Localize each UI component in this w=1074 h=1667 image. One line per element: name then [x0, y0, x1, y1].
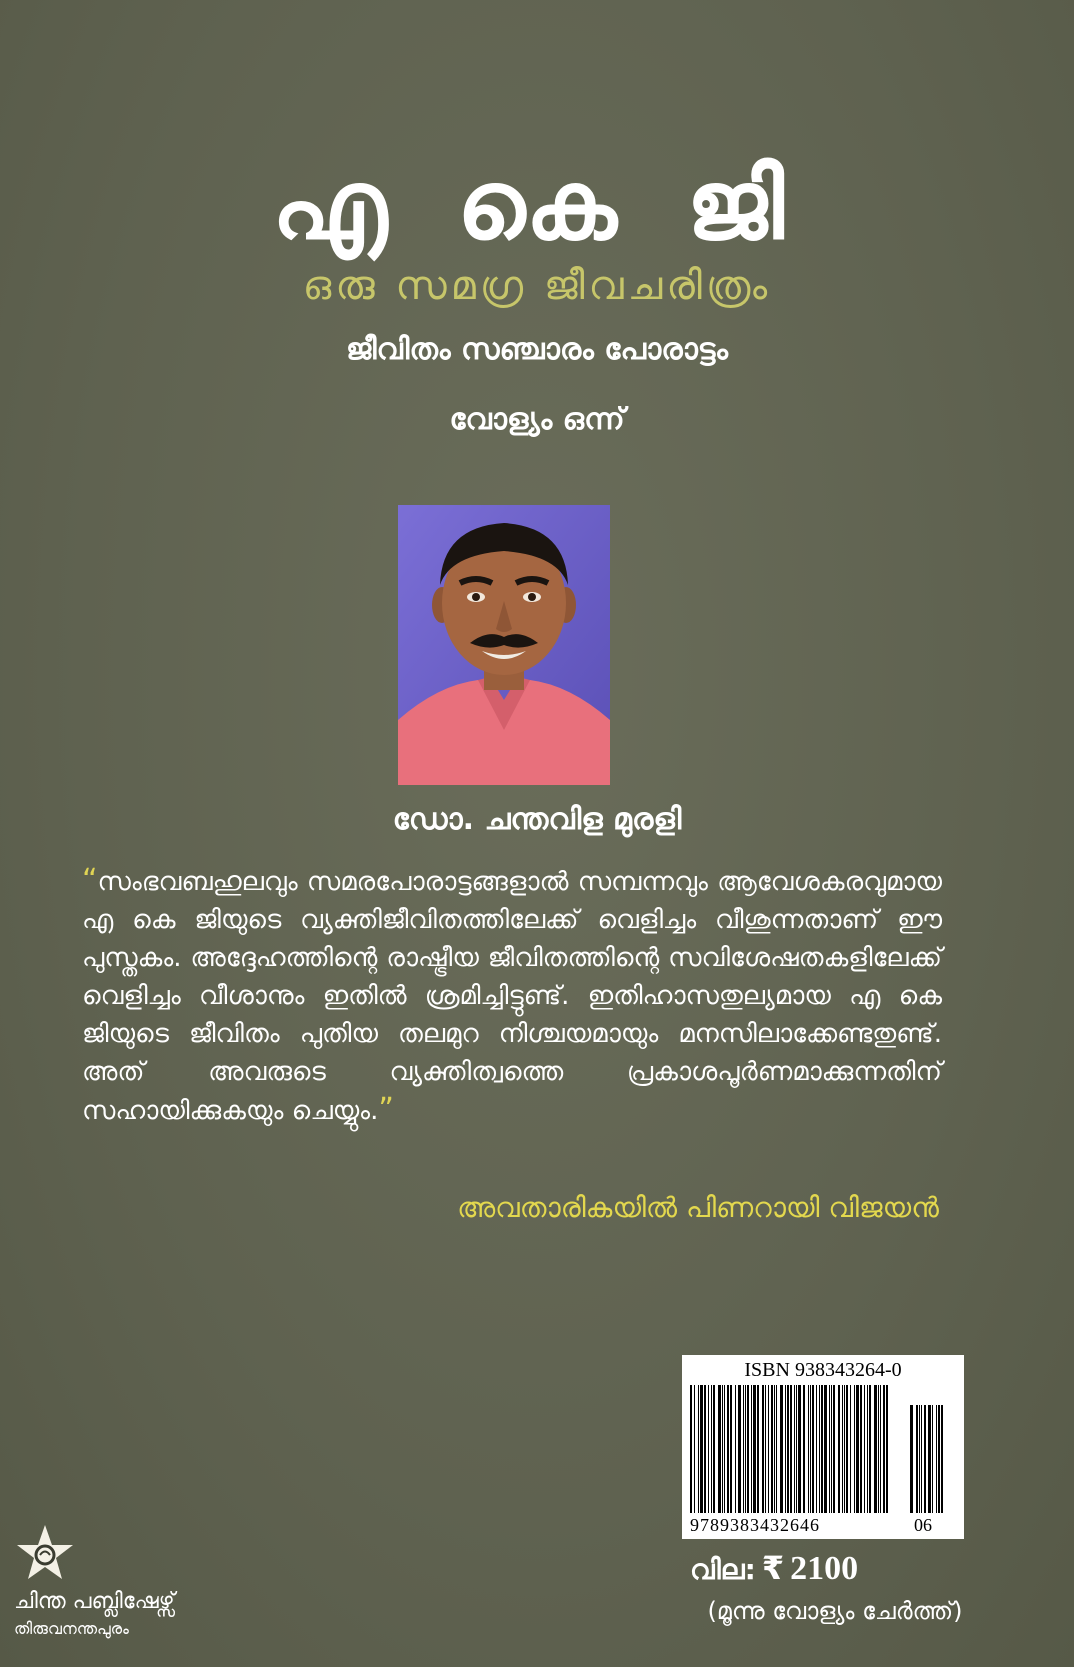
author-portrait-image	[398, 505, 610, 785]
barcode-bar	[816, 1385, 817, 1513]
barcode-bar	[776, 1385, 777, 1513]
barcode-bar	[803, 1385, 805, 1513]
publisher-city: തിരുവനന്തപുരം	[14, 1619, 129, 1638]
barcode-addon-bar	[921, 1405, 922, 1513]
barcode-digits: 9789383432646	[690, 1515, 820, 1535]
barcode-bar	[713, 1385, 715, 1513]
barcode-bar	[874, 1385, 877, 1513]
author-name: ഡോ. ചന്തവിള മുരളി	[392, 802, 682, 837]
barcode-bar	[718, 1385, 721, 1513]
barcode-icon	[682, 1355, 964, 1539]
barcode-bar	[796, 1385, 797, 1513]
book-tagline: ജീവിതം സഞ്ചാരം പോരാട്ടം	[346, 332, 728, 367]
price-label: വില:	[690, 1553, 756, 1586]
barcode-bar	[854, 1385, 855, 1513]
book-title: എ കെ ജി	[271, 149, 803, 261]
star-logo-icon	[14, 1522, 76, 1584]
barcode-bar	[747, 1385, 749, 1513]
barcode-bar	[722, 1385, 723, 1513]
barcode-addon-bar	[932, 1405, 933, 1513]
barcode-bar	[794, 1385, 795, 1513]
barcode-bar	[790, 1385, 792, 1513]
barcode-addon-bar	[936, 1405, 937, 1513]
barcode-bar	[765, 1385, 766, 1513]
barcode-bar	[700, 1385, 703, 1513]
barcode-bar	[812, 1385, 814, 1513]
price-amount: 2100	[790, 1550, 859, 1587]
barcode-bar	[711, 1385, 712, 1513]
barcode-addon-bar	[928, 1405, 931, 1513]
barcode-addon-bar	[938, 1405, 940, 1513]
barcode-bar	[757, 1385, 759, 1513]
barcode-bar	[831, 1385, 832, 1513]
barcode-bar	[724, 1385, 725, 1513]
barcode-bar	[727, 1385, 729, 1513]
barcode-addon-bar	[919, 1405, 920, 1513]
barcode-addon-bar	[916, 1405, 918, 1513]
publisher-name: ചിന്ത പബ്ലിഷേഴ്സ്	[14, 1589, 175, 1614]
barcode-bar	[883, 1385, 885, 1513]
barcode-bar	[819, 1385, 820, 1513]
barcode-bar	[850, 1385, 851, 1513]
barcode-bar	[753, 1385, 756, 1513]
barcode-bar	[821, 1385, 823, 1513]
barcode-bar	[730, 1385, 732, 1513]
barcode-bar	[842, 1385, 843, 1513]
barcode-bar	[787, 1385, 789, 1513]
barcode-addon-bar	[924, 1405, 926, 1513]
close-quote-mark: ”	[378, 1092, 394, 1127]
barcode-bar	[735, 1385, 736, 1513]
barcode-bar	[704, 1385, 706, 1513]
barcode-bar	[743, 1385, 744, 1513]
barcode-bar	[838, 1385, 840, 1513]
barcode-bar	[771, 1385, 773, 1513]
blurb-quote	[82, 862, 942, 1130]
isbn-barcode	[682, 1355, 964, 1539]
barcode-bar	[860, 1385, 862, 1513]
barcode-bar	[829, 1385, 830, 1513]
barcode-bar	[846, 1385, 848, 1513]
barcode-bar	[738, 1385, 741, 1513]
author-photo	[398, 505, 610, 785]
barcode-bar	[768, 1385, 769, 1513]
rupee-symbol: ₹	[761, 1549, 785, 1587]
barcode-bar	[808, 1385, 809, 1513]
barcode-bar	[886, 1385, 888, 1513]
barcode-bar	[785, 1385, 786, 1513]
barcode-addon: 06	[914, 1515, 932, 1535]
barcode-bar	[698, 1385, 699, 1513]
barcode-bar	[694, 1385, 695, 1513]
barcode-bar	[774, 1385, 775, 1513]
barcode-bar	[844, 1385, 845, 1513]
barcode-bar	[745, 1385, 746, 1513]
blurb-text: സംഭവബഹുലവും സമരപോരാട്ടങ്ങളാൽ സമ്പന്നവും ആവേശകരവുമായ എ കെ ജിയുടെ വ്യക്തിജീവിതത്തിലേക്ക് വെളിച്ചം വീശുന്നതാണ് ഈ പുസ്തകം. അദ്ദേഹത്തിന്റെ രാഷ്ട്രീയ ജീവിതത്തിന്റെ സവിശേഷതകളിലേക്ക് വെളിച്ചം വീശാനും ഇതിൽ ശ്രമിച്ചിട്ടുണ്ട്. ഇതിഹാസതുല്യമായ എ കെ ജിയുടെ ജീവിതം പുതിയ തലമുറ നിശ്ചയമായും മനസിലാക്കേണ്ടതുണ്ട്. അത് അവരുടെ വ്യക്തിത്വത്തെ പ്രകാശപൂർണമാക്കുന്നതിന് സഹായിക്കുകയും ചെയ്യും.	[82, 867, 942, 1126]
book-subtitle: ഒരു സമഗ്ര ജീവചരിത്രം	[302, 263, 772, 309]
open-quote-mark: “	[82, 863, 98, 898]
barcode-addon-bar	[941, 1405, 943, 1513]
isbn-label: ISBN 938343264-0	[744, 1359, 902, 1381]
volume-label: വോള്യം ഒന്ന്	[449, 402, 625, 437]
barcode-bar	[762, 1385, 764, 1513]
barcode-bar	[690, 1385, 692, 1513]
barcode-bar	[867, 1385, 868, 1513]
barcode-bar	[708, 1385, 709, 1513]
barcode-addon-bar	[910, 1405, 913, 1513]
price-note: (മൂന്നു വോള്യം ചേർത്ത്)	[707, 1597, 963, 1625]
barcode-bar	[856, 1385, 859, 1513]
barcode-bar	[824, 1385, 827, 1513]
publisher-logo	[14, 1522, 76, 1584]
barcode-bar	[880, 1385, 881, 1513]
barcode-bar	[864, 1385, 865, 1513]
barcode-bar	[810, 1385, 811, 1513]
barcode-bar	[798, 1385, 801, 1513]
barcode-bar	[780, 1385, 783, 1513]
barcode-bar	[878, 1385, 879, 1513]
quote-attribution: അവതാരികയിൽ പിണറായി വിജയൻ	[457, 1191, 939, 1224]
barcode-bar	[833, 1385, 835, 1513]
price	[690, 1550, 990, 1588]
barcode-bar	[869, 1385, 871, 1513]
barcode-bar	[751, 1385, 752, 1513]
